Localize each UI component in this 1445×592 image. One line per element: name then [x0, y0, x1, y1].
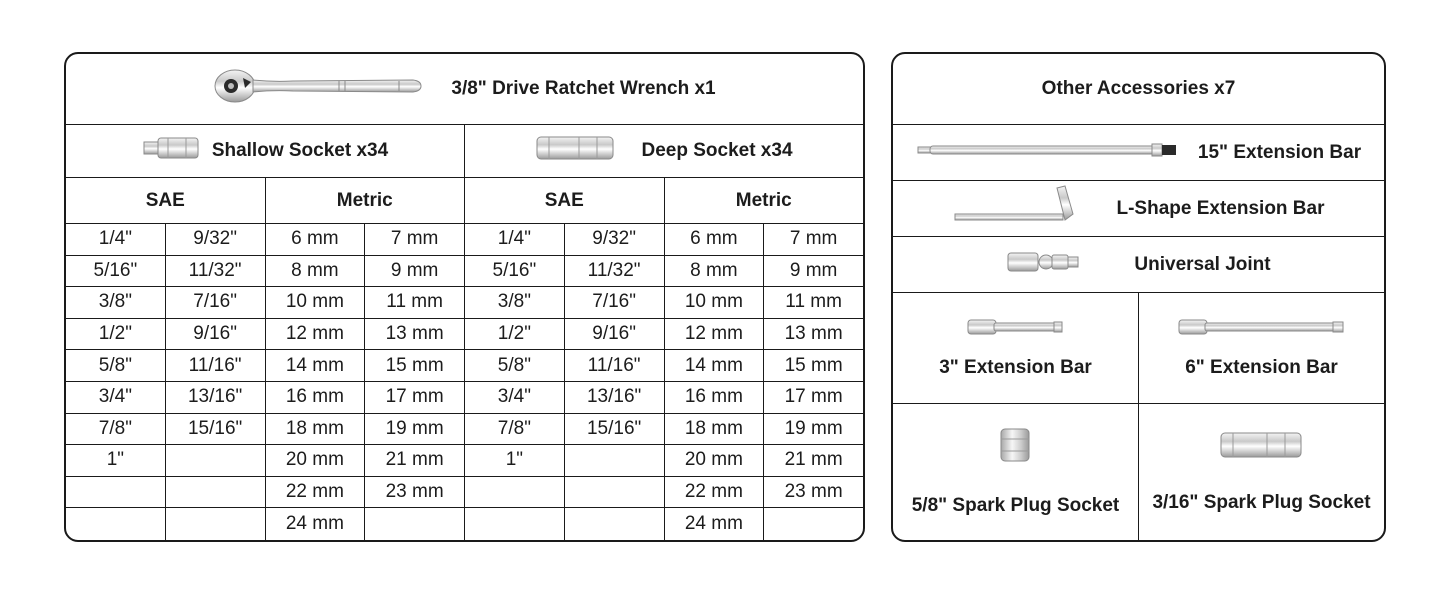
table-row: [66, 350, 863, 382]
sae-size-cell: 5/16": [66, 256, 166, 287]
metric-size-cell: 21 mm: [365, 445, 465, 476]
accessories-title-row: [893, 54, 1384, 125]
metric-size-cell: 21 mm: [784, 449, 843, 471]
table-row: [66, 382, 863, 414]
metric-size-cell: 18 mm: [266, 414, 366, 445]
metric-size-cell: 24 mm: [266, 508, 366, 540]
ext15-row: [893, 125, 1384, 181]
ext3-label: 3" Extension Bar: [939, 357, 1092, 378]
metric-size-cell: 7 mm: [365, 224, 465, 255]
metric-size-cell: 11 mm: [785, 291, 842, 313]
sae-size-cell: 3/4": [465, 382, 565, 413]
metric-size-cell: 12 mm: [665, 319, 765, 350]
sae-size-cell: [465, 508, 565, 540]
metric-size-cell: 16 mm: [665, 382, 765, 413]
deep-socket-icon: [535, 134, 615, 168]
table-row: [66, 508, 863, 540]
spark-plug-socket-58-icon: [995, 427, 1035, 469]
spark58-label: 5/8" Spark Plug Socket: [911, 495, 1120, 516]
sae-size-cell: [66, 477, 166, 508]
ratchet-row: [66, 54, 863, 125]
sockets-card: [64, 52, 865, 542]
sae-size-cell: 9/16": [166, 319, 266, 350]
metric-size-cell: 10 mm: [266, 287, 366, 318]
metric-size-cell: 6 mm: [665, 224, 765, 255]
spark-plug-socket-316-icon: [1219, 430, 1303, 466]
metric-size-cell: 17 mm: [784, 386, 843, 408]
socket-type-row: [66, 125, 863, 178]
accessories-card: [891, 52, 1386, 542]
sae-size-cell: [166, 477, 266, 508]
metric-size-cell: 18 mm: [665, 414, 765, 445]
sae-size-cell: 5/8": [66, 350, 166, 381]
metric-size-cell: 15 mm: [365, 350, 465, 381]
sae-size-cell: [565, 508, 665, 540]
table-row: [66, 287, 863, 319]
metric-size-cell: 8 mm: [665, 256, 765, 287]
sae-size-cell: [166, 445, 266, 476]
metric-size-cell: 23 mm: [784, 481, 843, 503]
sae-size-cell: 15/16": [166, 414, 266, 445]
lshape-row: [893, 181, 1384, 237]
metric-size-cell: 24 mm: [665, 508, 765, 540]
sae-size-cell: 11/16": [166, 350, 266, 381]
metric-size-cell: 13 mm: [784, 323, 843, 345]
ujoint-row: [893, 237, 1384, 293]
universal-joint-icon: [1006, 247, 1082, 283]
shallow-socket-icon: [142, 136, 200, 166]
metric-size-cell: 9 mm: [365, 256, 465, 287]
shallow-socket-label: Shallow Socket x34: [211, 140, 389, 161]
accessories-title: Other Accessories x7: [1041, 78, 1236, 99]
metric-header: Metric: [266, 178, 466, 223]
metric-size-cell: 14 mm: [266, 350, 366, 381]
sae-size-cell: 1/4": [66, 224, 166, 255]
ratchet-label: 3/8" Drive Ratchet Wrench x1: [451, 78, 716, 99]
sae-header: SAE: [66, 178, 266, 223]
metric-size-cell: [764, 508, 863, 540]
metric-size-cell: 12 mm: [266, 319, 366, 350]
sae-size-cell: [66, 508, 166, 540]
metric-size-cell: 19 mm: [784, 417, 843, 439]
ext6-label: 6" Extension Bar: [1185, 357, 1338, 378]
sae-size-cell: 3/8": [465, 287, 565, 318]
lshape-label: L-Shape Extension Bar: [1116, 197, 1325, 219]
sae-size-cell: 1/4": [465, 224, 565, 255]
sae-size-cell: 9/32": [166, 224, 266, 255]
table-row: [66, 224, 863, 256]
metric-size-cell: 17 mm: [365, 382, 465, 413]
sae-size-cell: 1": [465, 445, 565, 476]
metric-size-cell: 22 mm: [266, 477, 366, 508]
sae-size-cell: 1/2": [465, 319, 565, 350]
sae-size-cell: [465, 477, 565, 508]
sae-size-cell: 3/8": [66, 287, 166, 318]
sae-size-cell: [565, 445, 665, 476]
table-row: [66, 319, 863, 351]
ratchet-wrench-icon: [213, 66, 425, 112]
metric-size-cell: 20 mm: [266, 445, 366, 476]
sae-size-cell: 1/2": [66, 319, 166, 350]
metric-size-cell: 22 mm: [665, 477, 765, 508]
ujoint-label: Universal Joint: [1134, 253, 1271, 275]
sae-size-cell: 5/8": [465, 350, 565, 381]
sae-size-cell: [166, 508, 266, 540]
ext15-label: 15" Extension Bar: [1197, 141, 1362, 163]
sae-size-cell: 15/16": [565, 414, 665, 445]
metric-size-cell: 15 mm: [784, 354, 843, 376]
metric-size-cell: 23 mm: [365, 477, 465, 508]
sae-size-cell: 7/8": [465, 414, 565, 445]
extension-bar-3-icon: [966, 317, 1066, 343]
table-row: [66, 414, 863, 446]
metric-size-cell: 8 mm: [266, 256, 366, 287]
sae-size-cell: 11/32": [565, 256, 665, 287]
sae-size-cell: 13/16": [166, 382, 266, 413]
metric-size-cell: 9 mm: [789, 259, 838, 281]
extension-bar-15-icon: [916, 140, 1180, 166]
metric-size-cell: 10 mm: [665, 287, 765, 318]
metric-size-cell: [365, 508, 465, 540]
table-row: [66, 477, 863, 509]
metric-size-cell: 19 mm: [365, 414, 465, 445]
sae-size-cell: 13/16": [565, 382, 665, 413]
sae-header: SAE: [465, 178, 665, 223]
sae-size-cell: 5/16": [465, 256, 565, 287]
sae-size-cell: 3/4": [66, 382, 166, 413]
metric-size-cell: 20 mm: [665, 445, 765, 476]
spark316-label: 3/16" Spark Plug Socket: [1152, 492, 1371, 513]
sae-size-cell: 7/16": [166, 287, 266, 318]
sae-size-cell: 11/32": [166, 256, 266, 287]
spark-plug-row: [893, 404, 1384, 540]
l-shape-extension-bar-icon: [953, 184, 1077, 234]
sae-size-cell: 7/16": [565, 287, 665, 318]
extension-bar-6-icon: [1177, 317, 1347, 343]
sae-size-cell: 9/32": [565, 224, 665, 255]
sae-size-cell: 11/16": [565, 350, 665, 381]
sae-size-cell: [565, 477, 665, 508]
metric-size-cell: 14 mm: [665, 350, 765, 381]
table-row: [66, 256, 863, 288]
sae-size-cell: 9/16": [565, 319, 665, 350]
sae-size-cell: 1": [66, 445, 166, 476]
metric-size-cell: 6 mm: [266, 224, 366, 255]
metric-size-cell: 16 mm: [266, 382, 366, 413]
short-ext-row: [893, 293, 1384, 404]
deep-socket-label: Deep Socket x34: [641, 140, 793, 161]
metric-size-cell: 7 mm: [789, 228, 838, 250]
sae-size-cell: 7/8": [66, 414, 166, 445]
column-header-row: [66, 178, 863, 224]
metric-size-cell: 11 mm: [365, 287, 465, 318]
metric-header: Metric: [735, 189, 792, 211]
table-row: [66, 445, 863, 477]
metric-size-cell: 13 mm: [365, 319, 465, 350]
